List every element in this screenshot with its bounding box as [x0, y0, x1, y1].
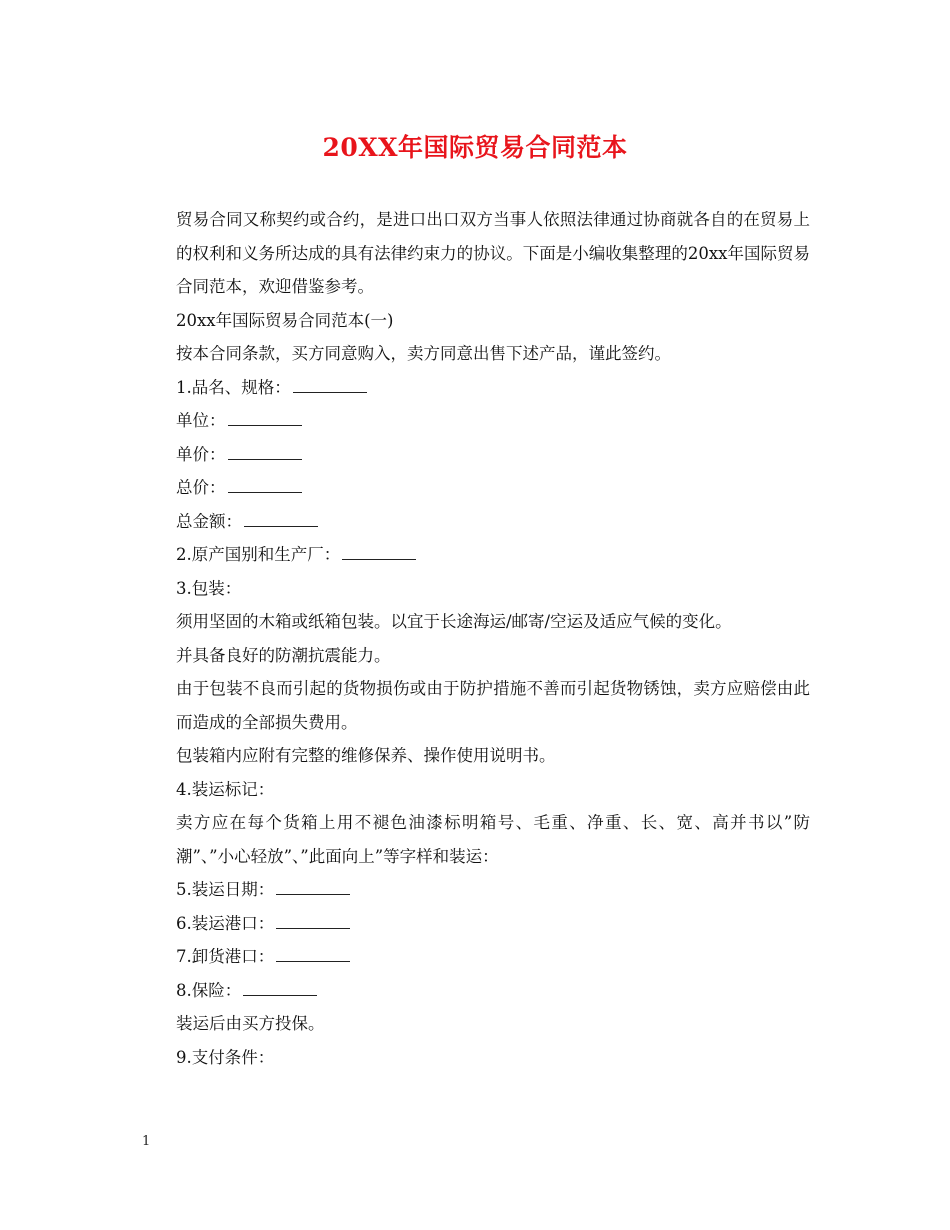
section-heading: 20xx年国际贸易合同范本(一) — [176, 310, 394, 330]
item-6-line — [142, 907, 810, 941]
item-8-line — [142, 974, 810, 1008]
total-amount-line — [142, 505, 810, 539]
preamble-paragraph: 按本合同条款，买方同意购入，卖方同意出售下述产品，谨此签约。 — [176, 344, 671, 363]
item-4-label: 4.装运标记： — [176, 779, 275, 799]
item-8-label: 8.保险： — [176, 980, 242, 1000]
blank-line — [342, 545, 416, 560]
blank-line — [228, 445, 302, 460]
blank-line — [293, 378, 367, 393]
page-number: 1 — [142, 1134, 151, 1149]
unit-price-line — [142, 438, 810, 472]
packing-damage-paragraph: 由于包装不良而引起的货物损伤或由于防护措施不善而引起货物锈蚀，卖方应赔偿由此而造成的全部损失费用。 — [176, 679, 810, 732]
item-2-label: 2.原产国别和生产厂： — [176, 545, 341, 564]
item-5-line — [142, 873, 810, 907]
total-price-line — [142, 471, 810, 505]
total-amount-label: 总金额： — [176, 511, 242, 531]
item-7-line — [142, 940, 810, 974]
item-3-label: 3.包装： — [176, 578, 242, 598]
unit-label: 单位： — [176, 411, 226, 430]
packing-line-1: 须用坚固的木箱或纸箱包装。以宜于长途海运/邮寄/空运及适应气候的变化。 — [176, 612, 732, 631]
packing-manual-paragraph: 包装箱内应附有完整的维修保养、操作使用说明书。 — [176, 746, 556, 765]
packing-line-2: 并具备良好的防潮抗震能力。 — [176, 645, 391, 665]
blank-line — [276, 880, 350, 895]
blank-line — [243, 981, 317, 996]
item-9-label: 9.支付条件： — [176, 1047, 275, 1067]
item-6-label: 6.装运港口： — [176, 913, 275, 933]
blank-line — [244, 512, 318, 527]
document-body — [142, 203, 810, 1074]
total-price-label: 总价： — [176, 478, 226, 497]
item-2-line — [142, 538, 810, 572]
item-7-label: 7.卸货港口： — [176, 947, 275, 966]
insurance-paragraph: 装运后由买方投保。 — [176, 1014, 325, 1033]
blank-line — [228, 478, 302, 493]
blank-line — [276, 914, 350, 929]
item-1-line — [142, 371, 810, 405]
unit-price-label: 单价： — [176, 444, 226, 464]
blank-line — [228, 411, 302, 426]
document-title: 20XX年国际贸易合同范本 — [322, 133, 628, 162]
blank-line — [276, 947, 350, 962]
intro-paragraph: 贸易合同又称契约或合约，是进口出口双方当事人依照法律通过协商就各自的在贸易上的权利和义务所达成的具有法律约束力的协议。下面是小编收集整理的20xx年国际贸易合同范本，欢迎借鉴参考。 — [176, 210, 810, 296]
unit-line — [142, 404, 810, 438]
marking-paragraph: 卖方应在每个货箱上用不褪色油漆标明箱号、毛重、净重、长、宽、高并书以”防潮”、”小心轻放”、”此面向上”等字样和装运： — [176, 813, 810, 866]
item-1-label: 1.品名、规格： — [176, 377, 291, 397]
item-5-label: 5.装运日期： — [176, 880, 275, 899]
